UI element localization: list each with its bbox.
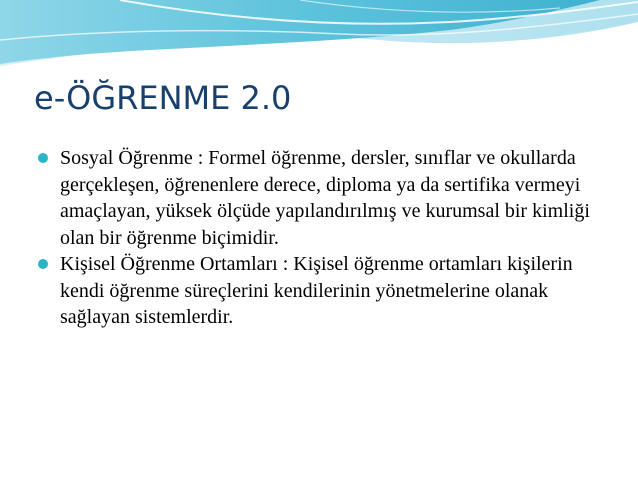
bullet-item-personal-learning-environments — [38, 251, 610, 331]
bullet-dot-icon — [38, 153, 48, 163]
bullet-dot-icon — [38, 259, 48, 269]
bullet-text: Kişisel Öğrenme Ortamları : Kişisel öğrenme ortamları kişilerin kendi öğrenme süreçlerini kendilerinin yönetmelerine olanak sağlayan sistemlerdir. — [60, 253, 573, 328]
bullet-item-social-learning — [38, 145, 610, 251]
bullet-text: Sosyal Öğrenme : Formel öğrenme, dersler, sınıflar ve okullarda gerçekleşen, öğrenenlere derece, diploma ya da sertifika vermeyi amaçlayan, yüksek ölçüde yapılandırılmış ve kurumsal bir kimliği olan bir öğrenme biçimidir. — [60, 147, 590, 249]
header-wave-decoration — [0, 0, 638, 80]
slide-title: e-ÖĞRENME 2.0 — [34, 79, 292, 117]
bullet-list — [38, 145, 610, 331]
